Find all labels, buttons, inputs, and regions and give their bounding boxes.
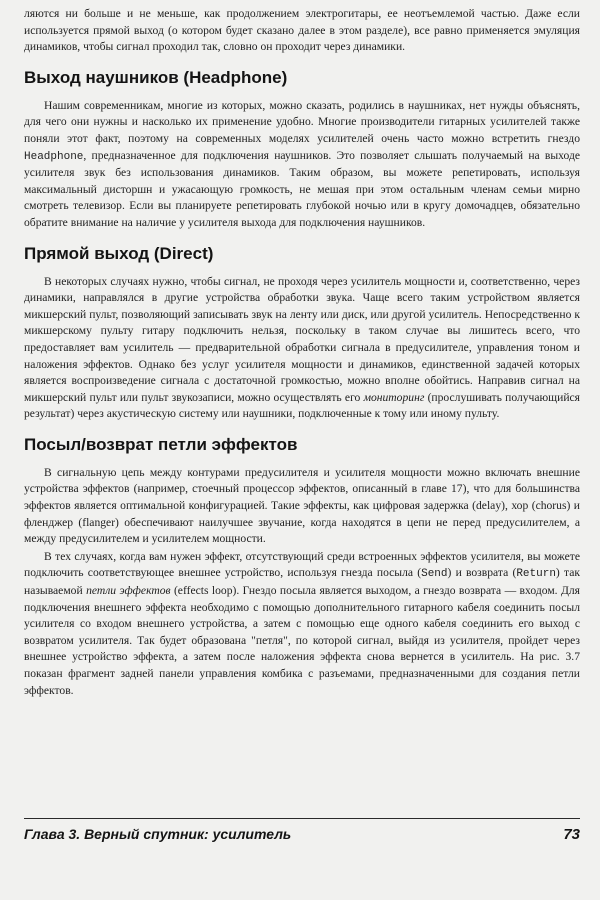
code-return: Return: [516, 568, 556, 581]
text-run: Нашим современникам, многие из которых, можно сказать, родились в наушниках, нет нужды объяснять, для чего они нужны и насколько их применение удобно. Многие производители гитарных усилителей также поняли этот факт, поэтому на современных моделях усилителей очень часто можно встретить гнездо: [24, 98, 580, 145]
heading-effects-loop: Посыл/возврат петли эффектов: [24, 434, 298, 454]
term-effects-loop: петли эффектов: [86, 584, 171, 598]
loop-paragraph-1: В сигнальную цепь между контурами предусилителя и усилителя мощности можно включать внешние устройства эффектов (например, стоечный процессор эффектов, описанный в главе 17), что для большинства эффектов является оптимальной конфигурацией. Такие эффекты, как цифровая задержка (delay), хор (chorus) и фленджер (flanger) обеспечивают наилучшее звучание, когда находятся в цепи не перед предусилителем, а между предусилителем и усилителем мощности.: [24, 465, 580, 546]
direct-paragraph: [24, 274, 580, 423]
headphone-paragraph: [24, 98, 580, 232]
text-run: ) так называемой: [24, 566, 580, 598]
text-run: , предназначенное для подключения наушников. Это позволяет слышать получаемый на выходе усилителя звук без использования динамиков. Таким образом, вы можете репетировать, используя максимальный дисторшн и ужасающую громкость, не мешая при этом остальным членам семьи мирно смотреть телевизор. Если вы планируете репетировать глубокой ночью или в кругу домочадцев, обязательно обратите внимание на наличие у усилителя выхода для подключения наушников.: [24, 148, 580, 229]
footer-divider: [24, 818, 580, 819]
heading-headphone: Выход наушников (Headphone): [24, 67, 288, 87]
page-number: 73: [563, 826, 580, 843]
page-body: [24, 6, 580, 699]
text-run: (прослушивать получающийся результат) через акустическую систему или наушники, подключенные к тому или иному пульту.: [24, 390, 581, 421]
chapter-title: Глава 3. Верный спутник: усилитель: [24, 826, 292, 842]
intro-paragraph: ляются ни больше и не меньше, как продолжением электрогитары, ее неотъемлемой частью. Даже если используется прямой выход (о котором будет сказано далее в этом разделе), все равно применяется эмуляция динамиков, чтобы сигнал проходил так, словно он проходит через динамики.: [24, 7, 580, 54]
heading-direct: Прямой выход (Direct): [24, 243, 214, 263]
code-headphone: Headphone: [24, 150, 84, 163]
text-run: В некоторых случаях нужно, чтобы сигнал, не проходя через усилитель мощности и, соответственно, через динамики, направлялся в другие устройства обработки звука. Чаще всего таким устройством является микшерский пульт, позволяющий записывать звук на ленту или диск, или другой усилитель. Непосредственно к микшерскому пульту гитару подключить нельзя, поскольку в таком случае вы лишитесь всего, что предоставляет вам усилитель — предварительной обработки сигнала в предусилителе, управления тоном и наложения эффектов. Однако без услуг усилителя мощности и динамиков, единственной задачей которых является воспроизведение сигнала с достаточной громкостью, можно вполне обойтись. Направив сигнал на микшерский пульт или пульт звукозаписи, можно осуществлять его: [24, 274, 580, 404]
page-footer: [24, 826, 580, 843]
text-run: В тех случаях, когда вам нужен эффект, отсутствующий среди встроенных эффектов усилителя, вы можете подключить соответствующее внешнее устройство, используя гнезда посыла (: [24, 549, 580, 580]
text-run: (effects loop). Гнездо посыла является выходом, а гнездо возврата — входом. Для подключения внешнего эффекта необходимо с помощью дополнительного гитарного кабеля соединить посыл усилителя со входом внешнего устройства, а затем с помощью еще одного кабеля соединить его выход с возвратом усилителя. Так будет образована "петля", по которой сигнал, выйдя из усилителя, пройдет через внешнее устройство эффекта, а затем после наложения эффекта снова вернется в усилитель. На рис. 3.7 показан фрагмент задней панели управления комбика с разъемами, предназначенными для создания петли эффектов.: [24, 584, 580, 697]
code-send: Send: [421, 568, 448, 581]
term-monitoring: мониторинг: [363, 390, 425, 404]
text-run: ) и возврата (: [447, 566, 517, 580]
loop-paragraph-2: [24, 549, 580, 699]
